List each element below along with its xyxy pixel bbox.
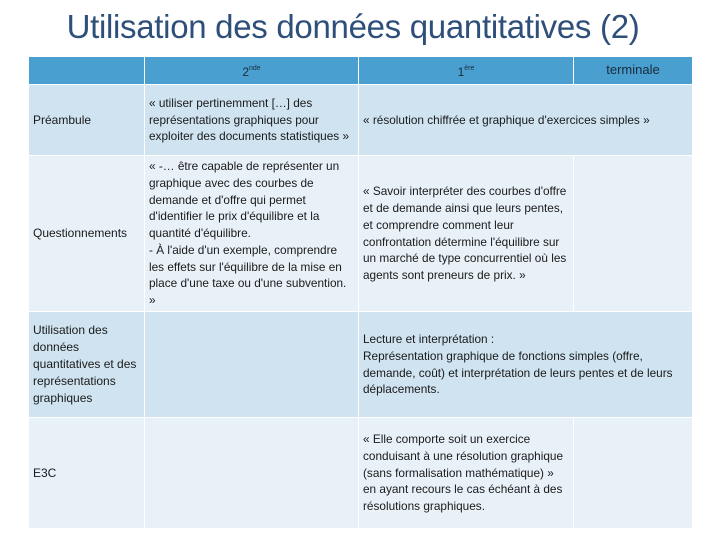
cell-e3c-seconde bbox=[145, 418, 359, 529]
cell-questionnements-premiere: « Savoir interpréter des courbes d'offre et de demande ainsi que leurs pentes, et comprendre comment leur confrontation détermine l'équilibre sur un marché de type concurrentiel où les agents sont preneurs de prix. » bbox=[359, 156, 574, 312]
row-label-questionnements: Questionnements bbox=[29, 156, 145, 312]
table-row bbox=[29, 312, 693, 418]
header-empty-cell bbox=[29, 57, 145, 85]
cell-utilisation-seconde bbox=[145, 312, 359, 418]
header-terminale: terminale bbox=[574, 57, 693, 85]
comparison-table bbox=[28, 56, 693, 529]
header-premiere bbox=[359, 57, 574, 85]
row-label-preambule: Préambule bbox=[29, 85, 145, 156]
cell-preambule-seconde: « utiliser pertinemment […] des représentations graphiques pour exploiter des documents statistiques » bbox=[145, 85, 359, 156]
row-label-utilisation: Utilisation des données quantitatives et des représentations graphiques bbox=[29, 312, 145, 418]
row-label-e3c: E3C bbox=[29, 418, 145, 529]
header-seconde-base: 2 bbox=[242, 64, 249, 79]
cell-utilisation-premiere-terminale: Lecture et interprétation : Représentation graphique de fonctions simples (offre, demande, coût) et interprétation de leurs pentes et de leurs déplacements. bbox=[359, 312, 693, 418]
header-seconde bbox=[145, 57, 359, 85]
cell-e3c-terminale bbox=[574, 418, 693, 529]
header-premiere-base: 1 bbox=[457, 64, 465, 79]
cell-questionnements-seconde: « -… être capable de représenter un graphique avec des courbes de demande et d'offre qui permet d'identifier le prix d'équilibre et la quantité d'équilibre. - À l'aide d'un exemple, comprendre les effets sur l'équilibre de la mise en place d'une taxe ou d'une subvention. » bbox=[145, 156, 359, 312]
page-title: Utilisation des données quantitatives (2) bbox=[66, 8, 640, 45]
header-seconde-sup: nde bbox=[249, 64, 261, 72]
table-row bbox=[29, 418, 693, 529]
header-premiere-sup: ère bbox=[464, 64, 475, 72]
cell-preambule-premiere-terminale: « résolution chiffrée et graphique d'exercices simples » bbox=[359, 85, 693, 156]
table-row bbox=[29, 156, 693, 312]
cell-questionnements-terminale bbox=[574, 156, 693, 312]
table-row bbox=[29, 85, 693, 156]
table-header-row bbox=[29, 57, 693, 85]
cell-e3c-premiere: « Elle comporte soit un exercice conduisant à une résolution graphique (sans formalisation mathématique) » en ayant recours le cas échéant à des résolutions graphiques. bbox=[359, 418, 574, 529]
